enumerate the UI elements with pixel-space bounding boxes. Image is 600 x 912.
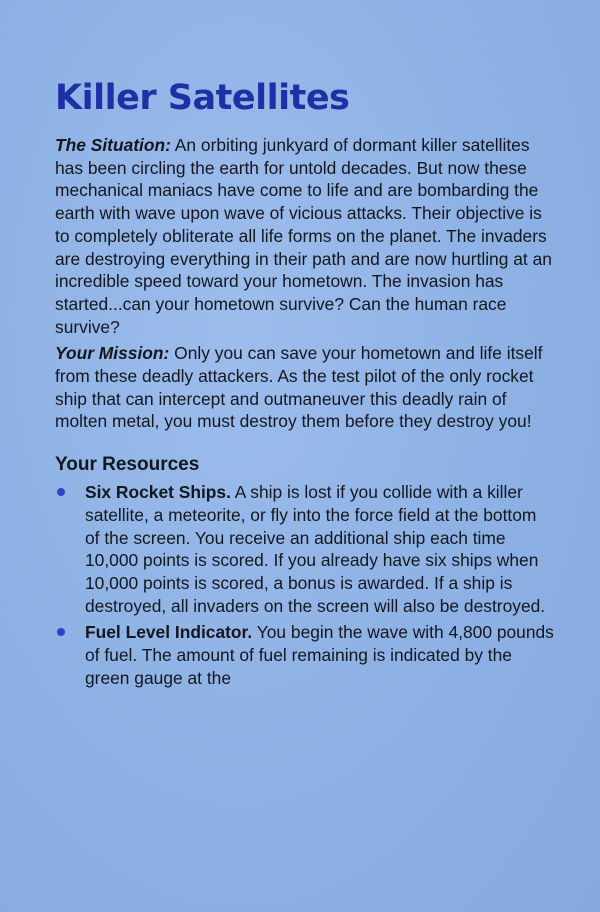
- mission-paragraph: [55, 342, 555, 433]
- bullet-icon: [57, 628, 65, 636]
- resource-text: A ship is lost if you collide with a killer satellite, a meteorite, or fly into the force field at the bottom of the screen. You receive an additional ship each time 10,000 points is scored. If you already have six ships when 10,000 points is scored, a bonus is awarded. If a ship is destroyed, all invaders on the screen will also be destroyed.: [85, 482, 546, 616]
- page-title: Killer Satellites: [55, 78, 350, 118]
- resources-list: [55, 481, 555, 689]
- situation-text: An orbiting junkyard of dormant killer satellites has been circling the earth for untold decades. But now these mechanical maniacs have come to life and are bombarding the earth with wave upon wave of vicious attacks. Their objective is to completely obliterate all life forms on the planet. The invaders are destroying everything in their path and are now hurtling at an incredible speed toward your hometown. The invasion has started...can your hometown survive? Can the human race survive?: [55, 135, 552, 337]
- mission-text: Only you can save your hometown and life itself from these deadly attackers. As the test pilot of the only rocket ship that can intercept and outmaneuver this deadly rain of molten metal, you must destroy them before they destroy you!: [55, 343, 543, 432]
- resource-item-fuel-level: [55, 621, 555, 689]
- resource-text: You begin the wave with 4,800 pounds of fuel. The amount of fuel remaining is indicated by the green gauge at the: [85, 622, 554, 688]
- resources-heading: Your Resources: [55, 454, 200, 476]
- mission-label: Your Mission:: [55, 343, 170, 364]
- manual-page: [55, 70, 555, 693]
- resource-title: Fuel Level Indicator.: [85, 622, 253, 643]
- bullet-icon: [57, 488, 65, 496]
- resource-item-rocket-ships: [55, 481, 555, 617]
- situation-paragraph: [55, 134, 555, 338]
- resource-title: Six Rocket Ships.: [85, 482, 231, 503]
- situation-label: The Situation:: [55, 135, 171, 155]
